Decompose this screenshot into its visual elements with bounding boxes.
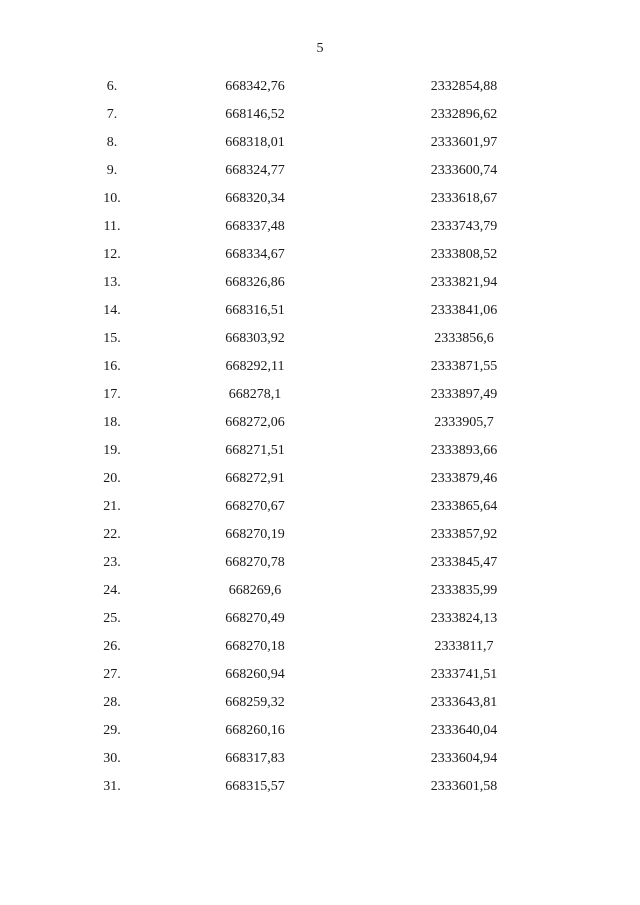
table-row — [0, 325, 640, 353]
table-row — [0, 381, 640, 409]
y-coordinate-cell: 2333618,67 — [430, 191, 498, 206]
x-coordinate-cell: 668269,6 — [228, 583, 282, 598]
point-number-cell: 20. — [103, 471, 121, 486]
y-coordinate-cell: 2333741,51 — [430, 667, 498, 682]
table-row — [0, 185, 640, 213]
table-row — [0, 493, 640, 521]
y-coordinate-cell: 2333857,92 — [430, 527, 498, 542]
x-coordinate-cell: 668146,52 — [225, 107, 285, 122]
table-row — [0, 353, 640, 381]
table-row — [0, 157, 640, 185]
x-coordinate-cell: 668334,67 — [225, 247, 285, 262]
x-coordinate-cell: 668271,51 — [225, 443, 285, 458]
x-coordinate-cell: 668270,18 — [225, 639, 285, 654]
x-coordinate-cell: 668316,51 — [225, 303, 285, 318]
x-coordinate-cell: 668270,19 — [225, 527, 285, 542]
x-coordinate-cell: 668315,57 — [225, 779, 285, 794]
y-coordinate-cell: 2333640,04 — [430, 723, 498, 738]
table-row — [0, 717, 640, 745]
point-number-cell: 6. — [106, 79, 118, 94]
point-number-cell: 7. — [106, 107, 118, 122]
table-row — [0, 745, 640, 773]
table-row — [0, 213, 640, 241]
x-coordinate-cell: 668303,92 — [225, 331, 285, 346]
point-number-cell: 15. — [103, 331, 121, 346]
x-coordinate-cell: 668272,91 — [225, 471, 285, 486]
point-number-cell: 18. — [103, 415, 121, 430]
table-row — [0, 437, 640, 465]
y-coordinate-cell: 2332896,62 — [430, 107, 498, 122]
point-number-cell: 30. — [103, 751, 121, 766]
y-coordinate-cell: 2333811,7 — [434, 639, 494, 654]
point-number-cell: 12. — [103, 247, 121, 262]
y-coordinate-cell: 2333601,97 — [430, 135, 498, 150]
coordinates-table — [0, 73, 640, 801]
table-row — [0, 689, 640, 717]
point-number-cell: 28. — [103, 695, 121, 710]
table-row — [0, 605, 640, 633]
table-row — [0, 577, 640, 605]
x-coordinate-cell: 668326,86 — [225, 275, 285, 290]
point-number-cell: 19. — [103, 443, 121, 458]
table-row — [0, 633, 640, 661]
x-coordinate-cell: 668342,76 — [225, 79, 285, 94]
point-number-cell: 21. — [103, 499, 121, 514]
point-number-cell: 24. — [103, 583, 121, 598]
y-coordinate-cell: 2333835,99 — [430, 583, 498, 598]
x-coordinate-cell: 668270,67 — [225, 499, 285, 514]
x-coordinate-cell: 668270,78 — [225, 555, 285, 570]
table-row — [0, 549, 640, 577]
point-number-cell: 13. — [103, 275, 121, 290]
y-coordinate-cell: 2332854,88 — [430, 79, 498, 94]
point-number-cell: 23. — [103, 555, 121, 570]
y-coordinate-cell: 2333897,49 — [430, 387, 498, 402]
point-number-cell: 25. — [103, 611, 121, 626]
y-coordinate-cell: 2333905,7 — [434, 415, 494, 430]
point-number-cell: 9. — [106, 163, 118, 178]
point-number-cell: 10. — [103, 191, 121, 206]
x-coordinate-cell: 668317,83 — [225, 751, 285, 766]
y-coordinate-cell: 2333845,47 — [430, 555, 498, 570]
point-number-cell: 31. — [103, 779, 121, 794]
y-coordinate-cell: 2333600,74 — [430, 163, 498, 178]
page-number: 5 — [316, 41, 324, 56]
table-row — [0, 773, 640, 801]
x-coordinate-cell: 668292,11 — [225, 359, 285, 374]
point-number-cell: 26. — [103, 639, 121, 654]
point-number-cell: 16. — [103, 359, 121, 374]
y-coordinate-cell: 2333841,06 — [430, 303, 498, 318]
point-number-cell: 27. — [103, 667, 121, 682]
y-coordinate-cell: 2333821,94 — [430, 275, 498, 290]
y-coordinate-cell: 2333856,6 — [434, 331, 494, 346]
x-coordinate-cell: 668318,01 — [225, 135, 285, 150]
x-coordinate-cell: 668337,48 — [225, 219, 285, 234]
y-coordinate-cell: 2333893,66 — [430, 443, 498, 458]
table-row — [0, 465, 640, 493]
y-coordinate-cell: 2333604,94 — [430, 751, 498, 766]
table-row — [0, 297, 640, 325]
y-coordinate-cell: 2333643,81 — [430, 695, 498, 710]
point-number-cell: 22. — [103, 527, 121, 542]
point-number-cell: 8. — [106, 135, 118, 150]
y-coordinate-cell: 2333601,58 — [430, 779, 498, 794]
y-coordinate-cell: 2333824,13 — [430, 611, 498, 626]
y-coordinate-cell: 2333743,79 — [430, 219, 498, 234]
x-coordinate-cell: 668278,1 — [228, 387, 282, 402]
x-coordinate-cell: 668260,94 — [225, 667, 285, 682]
point-number-cell: 14. — [103, 303, 121, 318]
point-number-cell: 29. — [103, 723, 121, 738]
table-row — [0, 129, 640, 157]
table-row — [0, 269, 640, 297]
table-row — [0, 409, 640, 437]
table-row — [0, 73, 640, 101]
x-coordinate-cell: 668324,77 — [225, 163, 285, 178]
y-coordinate-cell: 2333865,64 — [430, 499, 498, 514]
x-coordinate-cell: 668272,06 — [225, 415, 285, 430]
table-row — [0, 521, 640, 549]
y-coordinate-cell: 2333879,46 — [430, 471, 498, 486]
table-row — [0, 661, 640, 689]
y-coordinate-cell: 2333871,55 — [430, 359, 498, 374]
x-coordinate-cell: 668260,16 — [225, 723, 285, 738]
x-coordinate-cell: 668259,32 — [225, 695, 285, 710]
y-coordinate-cell: 2333808,52 — [430, 247, 498, 262]
x-coordinate-cell: 668270,49 — [225, 611, 285, 626]
table-row — [0, 101, 640, 129]
table-row — [0, 241, 640, 269]
point-number-cell: 11. — [103, 219, 121, 234]
x-coordinate-cell: 668320,34 — [225, 191, 285, 206]
point-number-cell: 17. — [103, 387, 121, 402]
